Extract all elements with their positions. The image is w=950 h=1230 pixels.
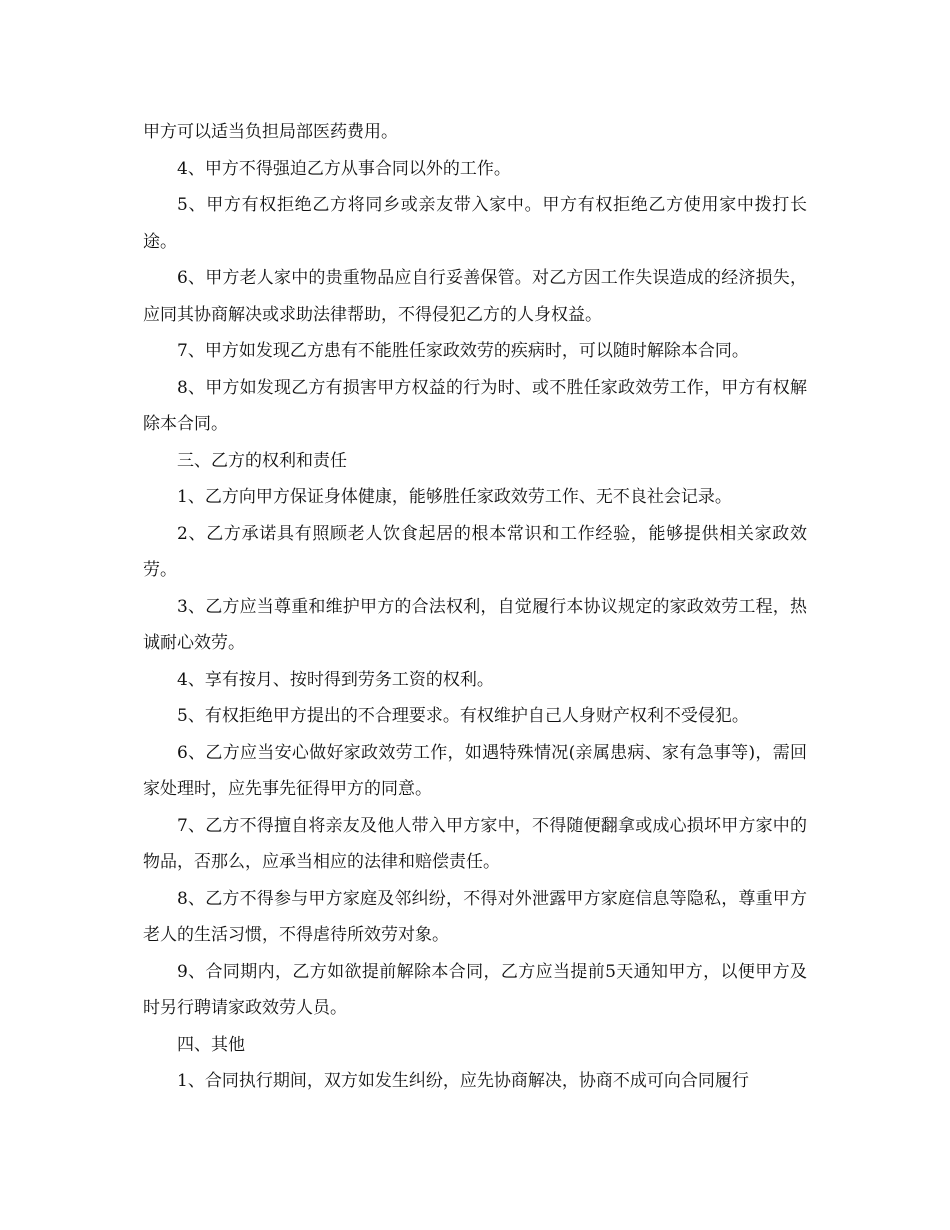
paragraph: 3、乙方应当尊重和维护甲方的合法权利，自觉履行本协议规定的家政效劳工程，热诚耐心效劳。 [143,596,807,653]
paragraph: 4、甲方不得强迫乙方从事合同以外的工作。 [177,158,511,179]
paragraph: 1、乙方向甲方保证身体健康，能够胜任家政效劳工作、无不良社会记录。 [177,487,732,507]
paragraph: 1、合同执行期间，双方如发生纠纷，应先协商解决，协商不成可向合同履行 [177,1071,749,1091]
paragraph: 8、甲方如发现乙方有损害甲方权益的行为时、或不胜任家政效劳工作，甲方有权解除本合同。 [143,377,807,434]
paragraph: 6、甲方老人家中的贵重物品应自行妥善保管。对乙方因工作失误造成的经济损失，应同其协商解决或求助法律帮助，不得侵犯乙方的人身权益。 [143,268,807,325]
section-heading: 三、乙方的权利和责任 [177,450,347,471]
paragraph: 5、有权拒绝甲方提出的不合理要求。有权维护自己人身财产权利不受侵犯。 [177,706,749,726]
paragraph: 6、乙方应当安心做好家政效劳工作，如遇特殊情况(亲属患病、家有急事等)，需回家处理时，应先事先征得甲方的同意。 [143,742,807,799]
paragraph: 7、甲方如发现乙方患有不能胜任家政效劳的疾病时，可以随时解除本合同。 [177,341,749,361]
section-heading: 四、其他 [177,1034,245,1055]
paragraph: 5、甲方有权拒绝乙方将同乡或亲友带入家中。甲方有权拒绝乙方使用家中拨打长途。 [143,195,807,252]
document-body [143,114,807,1100]
paragraph: 8、乙方不得参与甲方家庭及邻纠纷，不得对外泄露甲方家庭信息等隐私，尊重甲方老人的生活习惯，不得虐待所效劳对象。 [143,888,807,945]
paragraph: 7、乙方不得擅自将亲友及他人带入甲方家中，不得随便翻拿或成心损坏甲方家中的物品，否那么，应承当相应的法律和赔偿责任。 [143,815,807,872]
paragraph: 4、享有按月、按时得到劳务工资的权利。 [177,669,494,690]
paragraph: 甲方可以适当负担局部医药费用。 [143,122,398,142]
paragraph: 9、合同期内，乙方如欲提前解除本合同，乙方应当提前5天通知甲方，以便甲方及时另行聘请家政效劳人员。 [143,961,807,1018]
paragraph: 2、乙方承诺具有照顾老人饮食起居的根本常识和工作经验，能够提供相关家政效劳。 [143,523,807,580]
